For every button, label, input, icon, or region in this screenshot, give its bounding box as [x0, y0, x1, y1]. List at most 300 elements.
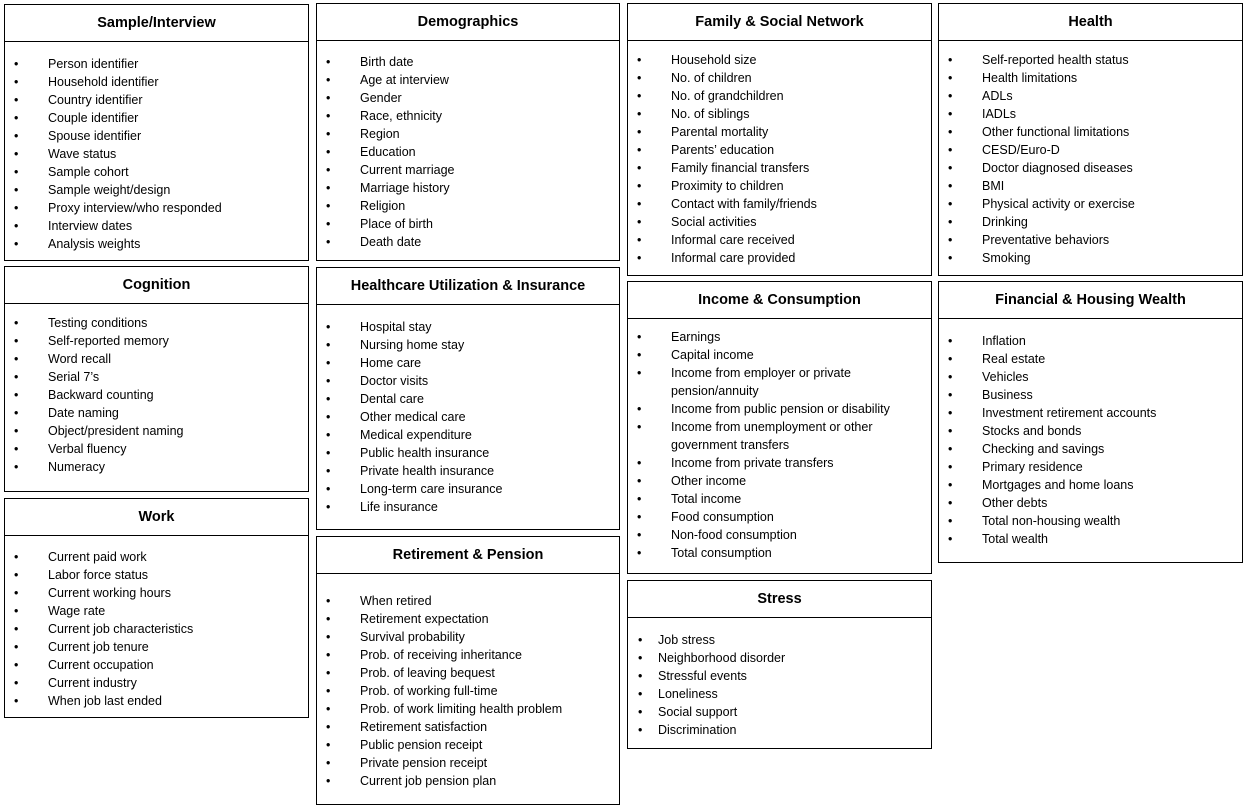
bullet-icon: • [637, 492, 642, 506]
list-item-label: Private pension receipt [360, 756, 488, 770]
list-item-label: Family financial transfers [671, 161, 810, 175]
list-item [5, 332, 308, 350]
section-item-list [5, 314, 308, 476]
list-item [5, 566, 308, 584]
list-item-label: Medical expenditure [360, 428, 472, 442]
list-item [5, 109, 308, 127]
list-item [628, 364, 931, 400]
list-item [628, 631, 931, 649]
section-work [4, 498, 309, 718]
list-item-label: Total wealth [982, 532, 1049, 546]
list-item [628, 703, 931, 721]
list-item-label: Social activities [671, 215, 757, 229]
bullet-icon: • [326, 392, 331, 406]
bullet-icon: • [637, 510, 642, 524]
list-item [317, 161, 619, 179]
list-item [317, 736, 619, 754]
section-item-list [5, 548, 308, 710]
list-item-label: Business [982, 388, 1033, 402]
bullet-icon: • [948, 496, 953, 510]
list-item [5, 692, 308, 710]
list-item-label: Person identifier [48, 57, 139, 71]
list-item-label: Public pension receipt [360, 738, 483, 752]
list-item [628, 159, 931, 177]
bullet-icon: • [637, 125, 642, 139]
bullet-icon: • [948, 514, 953, 528]
bullet-icon: • [948, 388, 953, 402]
section-item-list [628, 328, 931, 562]
list-item-label: Stressful events [658, 669, 747, 683]
list-item-label: Total consumption [671, 546, 772, 560]
section-item-list [939, 51, 1242, 267]
section-family [627, 3, 932, 276]
section-retirement [316, 536, 620, 805]
list-item [939, 69, 1242, 87]
bullet-icon: • [948, 352, 953, 366]
list-item-label: Dental care [360, 392, 424, 406]
list-item-label: Current job tenure [48, 640, 149, 654]
list-item-label: Total income [671, 492, 742, 506]
list-item-label: Informal care received [671, 233, 795, 247]
list-item [939, 458, 1242, 476]
list-item [939, 350, 1242, 368]
list-item [5, 548, 308, 566]
list-item-label: Real estate [982, 352, 1046, 366]
list-item-label: Job stress [658, 633, 715, 647]
bullet-icon: • [326, 720, 331, 734]
bullet-icon: • [326, 374, 331, 388]
list-item-label: Private health insurance [360, 464, 495, 478]
list-item [317, 143, 619, 161]
list-item-label: Income from private transfers [671, 456, 834, 470]
list-item [939, 105, 1242, 123]
list-item [628, 544, 931, 562]
list-item [939, 231, 1242, 249]
list-item [628, 249, 931, 267]
bullet-icon: • [14, 111, 19, 125]
bullet-icon: • [637, 528, 642, 542]
section-item-list [5, 55, 308, 253]
list-item [5, 440, 308, 458]
list-item-label: Public health insurance [360, 446, 490, 460]
list-item-label: Education [360, 145, 416, 159]
bullet-icon: • [638, 723, 643, 737]
list-item-label: Household size [671, 53, 757, 67]
bullet-icon: • [14, 352, 19, 366]
bullet-icon: • [638, 669, 643, 683]
bullet-icon: • [14, 370, 19, 384]
bullet-icon: • [948, 125, 953, 139]
bullet-icon: • [638, 687, 643, 701]
list-item [317, 426, 619, 444]
list-item [5, 656, 308, 674]
list-item-label: Prob. of leaving bequest [360, 666, 495, 680]
bullet-icon: • [326, 145, 331, 159]
list-item [939, 87, 1242, 105]
list-item-label: Couple identifier [48, 111, 139, 125]
list-item-label: Doctor diagnosed diseases [982, 161, 1133, 175]
bullet-icon: • [326, 684, 331, 698]
bullet-icon: • [326, 338, 331, 352]
bullet-icon: • [326, 320, 331, 334]
bullet-icon: • [14, 604, 19, 618]
bullet-icon: • [14, 622, 19, 636]
list-item-label: Current industry [48, 676, 137, 690]
list-item [5, 404, 308, 422]
list-item-label: Mortgages and home loans [982, 478, 1134, 492]
list-item-label: Survival probability [360, 630, 465, 644]
list-item-label: Gender [360, 91, 402, 105]
list-item [5, 217, 308, 235]
list-item-label: Earnings [671, 330, 721, 344]
section-item-list [939, 332, 1242, 548]
list-item [5, 638, 308, 656]
section-title: Sample/Interview [5, 5, 308, 42]
bullet-icon: • [326, 738, 331, 752]
list-item-label: Verbal fluency [48, 442, 127, 456]
list-item [939, 159, 1242, 177]
list-item [5, 73, 308, 91]
bullet-icon: • [637, 71, 642, 85]
bullet-icon: • [638, 651, 643, 665]
list-item [628, 141, 931, 159]
list-item [628, 69, 931, 87]
list-item-label: Prob. of work limiting health problem [360, 702, 563, 716]
list-item [317, 336, 619, 354]
list-item [317, 444, 619, 462]
bullet-icon: • [14, 550, 19, 564]
list-item [628, 328, 931, 346]
list-item [317, 646, 619, 664]
list-item [317, 89, 619, 107]
bullet-icon: • [326, 756, 331, 770]
list-item-label: Hospital stay [360, 320, 432, 334]
section-title: Cognition [5, 267, 308, 304]
bullet-icon: • [14, 93, 19, 107]
list-item [628, 105, 931, 123]
list-item [317, 754, 619, 772]
bullet-icon: • [14, 424, 19, 438]
bullet-icon: • [948, 406, 953, 420]
list-item [939, 422, 1242, 440]
bullet-icon: • [948, 197, 953, 211]
list-item [628, 508, 931, 526]
section-wealth [938, 281, 1243, 563]
list-item-label: When retired [360, 594, 432, 608]
list-item-label: Place of birth [360, 217, 433, 231]
bullet-icon: • [326, 163, 331, 177]
list-item-label: Discrimination [658, 723, 737, 737]
list-item [628, 87, 931, 105]
list-item-label: Race, ethnicity [360, 109, 442, 123]
bullet-icon: • [14, 442, 19, 456]
list-item [628, 649, 931, 667]
list-item [628, 454, 931, 472]
list-item [317, 71, 619, 89]
bullet-icon: • [637, 546, 642, 560]
list-item-label: Proximity to children [671, 179, 784, 193]
section-income [627, 281, 932, 574]
list-item-label: Other debts [982, 496, 1048, 510]
list-item [939, 249, 1242, 267]
list-item [939, 368, 1242, 386]
list-item-label: Backward counting [48, 388, 154, 402]
bullet-icon: • [14, 694, 19, 708]
bullet-icon: • [326, 666, 331, 680]
list-item-label: Wave status [48, 147, 117, 161]
list-item-label: ADLs [982, 89, 1013, 103]
bullet-icon: • [326, 217, 331, 231]
bullet-icon: • [326, 199, 331, 213]
section-demographics [316, 3, 620, 261]
list-item [5, 199, 308, 217]
list-item-label: Self-reported health status [982, 53, 1129, 67]
bullet-icon: • [948, 53, 953, 67]
list-item-label: Object/president naming [48, 424, 184, 438]
bullet-icon: • [637, 456, 642, 470]
list-item [5, 145, 308, 163]
list-item [939, 530, 1242, 548]
list-item-label: Current occupation [48, 658, 154, 672]
list-item-label: Capital income [671, 348, 754, 362]
bullet-icon: • [326, 648, 331, 662]
bullet-icon: • [14, 147, 19, 161]
list-item-label: Income from employer or private pension/annuity [671, 366, 851, 398]
list-item-label: Nursing home stay [360, 338, 465, 352]
list-item-label: Physical activity or exercise [982, 197, 1135, 211]
list-item-label: No. of siblings [671, 107, 750, 121]
section-item-list [317, 53, 619, 251]
section-item-list [628, 51, 931, 267]
section-title: Work [5, 499, 308, 536]
list-item [317, 682, 619, 700]
bullet-icon: • [948, 424, 953, 438]
bullet-icon: • [14, 568, 19, 582]
section-item-list [317, 592, 619, 790]
list-item [628, 346, 931, 364]
bullet-icon: • [326, 181, 331, 195]
list-item [628, 721, 931, 739]
list-item-label: Informal care provided [671, 251, 796, 265]
list-item-label: Non-food consumption [671, 528, 797, 542]
bullet-icon: • [326, 410, 331, 424]
list-item-label: Primary residence [982, 460, 1083, 474]
list-item [5, 127, 308, 145]
list-item [317, 610, 619, 628]
list-item-label: Prob. of working full-time [360, 684, 498, 698]
bullet-icon: • [326, 500, 331, 514]
list-item-label: Self-reported memory [48, 334, 169, 348]
bullet-icon: • [326, 612, 331, 626]
list-item [939, 386, 1242, 404]
list-item-label: Life insurance [360, 500, 438, 514]
list-item [628, 177, 931, 195]
bullet-icon: • [326, 356, 331, 370]
bullet-icon: • [637, 330, 642, 344]
list-item-label: Total non-housing wealth [982, 514, 1121, 528]
list-item-label: Sample cohort [48, 165, 129, 179]
bullet-icon: • [637, 215, 642, 229]
list-item [317, 408, 619, 426]
bullet-icon: • [326, 428, 331, 442]
bullet-icon: • [948, 215, 953, 229]
list-item [317, 179, 619, 197]
bullet-icon: • [14, 460, 19, 474]
list-item [5, 602, 308, 620]
list-item [317, 664, 619, 682]
list-item [939, 141, 1242, 159]
bullet-icon: • [326, 73, 331, 87]
list-item [628, 400, 931, 418]
list-item-label: Region [360, 127, 400, 141]
list-item [5, 181, 308, 199]
list-item-label: Other functional limitations [982, 125, 1130, 139]
list-item-label: Income from public pension or disability [671, 402, 890, 416]
list-item-label: Health limitations [982, 71, 1078, 85]
list-item-label: Loneliness [658, 687, 718, 701]
section-title: Health [939, 4, 1242, 41]
list-item [5, 422, 308, 440]
list-item-label: Country identifier [48, 93, 143, 107]
list-item [628, 231, 931, 249]
list-item-label: Death date [360, 235, 422, 249]
list-item [628, 51, 931, 69]
list-item-label: Marriage history [360, 181, 450, 195]
list-item-label: Serial 7’s [48, 370, 100, 384]
section-title: Demographics [317, 4, 619, 41]
list-item-label: Parents’ education [671, 143, 775, 157]
list-item [5, 620, 308, 638]
bullet-icon: • [637, 420, 642, 434]
list-item [5, 458, 308, 476]
section-title: Retirement & Pension [317, 537, 619, 574]
list-item [628, 490, 931, 508]
bullet-icon: • [326, 482, 331, 496]
bullet-icon: • [948, 478, 953, 492]
list-item-label: Neighborhood disorder [658, 651, 786, 665]
list-item-label: Interview dates [48, 219, 133, 233]
bullet-icon: • [948, 442, 953, 456]
bullet-icon: • [637, 89, 642, 103]
bullet-icon: • [14, 658, 19, 672]
bullet-icon: • [326, 774, 331, 788]
list-item-label: Numeracy [48, 460, 105, 474]
list-item [5, 674, 308, 692]
list-item [317, 772, 619, 790]
bullet-icon: • [638, 633, 643, 647]
bullet-icon: • [948, 532, 953, 546]
bullet-icon: • [14, 406, 19, 420]
list-item-label: Current paid work [48, 550, 147, 564]
list-item-label: Current job characteristics [48, 622, 194, 636]
list-item-label: Birth date [360, 55, 414, 69]
bullet-icon: • [948, 334, 953, 348]
list-item-label: Drinking [982, 215, 1028, 229]
list-item [317, 462, 619, 480]
bullet-icon: • [14, 219, 19, 233]
bullet-icon: • [14, 640, 19, 654]
list-item-label: Checking and savings [982, 442, 1105, 456]
list-item [317, 233, 619, 251]
bullet-icon: • [326, 55, 331, 69]
list-item [5, 235, 308, 253]
list-item [628, 667, 931, 685]
list-item-label: Inflation [982, 334, 1026, 348]
section-cognition [4, 266, 309, 492]
bullet-icon: • [948, 89, 953, 103]
section-title: Healthcare Utilization & Insurance [317, 268, 619, 305]
section-health [938, 3, 1243, 276]
bullet-icon: • [637, 402, 642, 416]
list-item-label: Testing conditions [48, 316, 148, 330]
bullet-icon: • [637, 53, 642, 67]
list-item-label: Doctor visits [360, 374, 429, 388]
list-item [939, 404, 1242, 422]
bullet-icon: • [326, 594, 331, 608]
list-item [939, 123, 1242, 141]
list-item [5, 91, 308, 109]
bullet-icon: • [14, 237, 19, 251]
section-sample [4, 4, 309, 261]
list-item [939, 494, 1242, 512]
section-title: Financial & Housing Wealth [939, 282, 1242, 319]
bullet-icon: • [14, 388, 19, 402]
list-item-label: Smoking [982, 251, 1031, 265]
list-item [939, 512, 1242, 530]
list-item-label: Long-term care insurance [360, 482, 503, 496]
list-item-label: Date naming [48, 406, 119, 420]
list-item [628, 213, 931, 231]
list-item [628, 195, 931, 213]
section-item-list [628, 631, 931, 739]
list-item [317, 215, 619, 233]
list-item [939, 51, 1242, 69]
list-item [317, 318, 619, 336]
section-stress [627, 580, 932, 749]
list-item-label: Vehicles [982, 370, 1029, 384]
list-item [317, 125, 619, 143]
section-item-list [317, 318, 619, 516]
bullet-icon: • [326, 235, 331, 249]
bullet-icon: • [948, 179, 953, 193]
list-item [5, 314, 308, 332]
list-item-label: Other income [671, 474, 747, 488]
bullet-icon: • [326, 702, 331, 716]
bullet-icon: • [948, 251, 953, 265]
list-item [5, 584, 308, 602]
list-item-label: Preventative behaviors [982, 233, 1110, 247]
bullet-icon: • [14, 316, 19, 330]
bullet-icon: • [14, 586, 19, 600]
bullet-icon: • [14, 75, 19, 89]
list-item [628, 526, 931, 544]
list-item [628, 123, 931, 141]
list-item [939, 440, 1242, 458]
list-item [628, 418, 931, 454]
list-item-label: Labor force status [48, 568, 149, 582]
list-item [317, 480, 619, 498]
list-item [317, 498, 619, 516]
bullet-icon: • [14, 165, 19, 179]
bullet-icon: • [948, 107, 953, 121]
list-item-label: Current working hours [48, 586, 171, 600]
list-item [317, 700, 619, 718]
bullet-icon: • [326, 464, 331, 478]
bullet-icon: • [948, 143, 953, 157]
list-item-label: Retirement expectation [360, 612, 489, 626]
list-item [317, 197, 619, 215]
list-item-label: Proxy interview/who responded [48, 201, 222, 215]
